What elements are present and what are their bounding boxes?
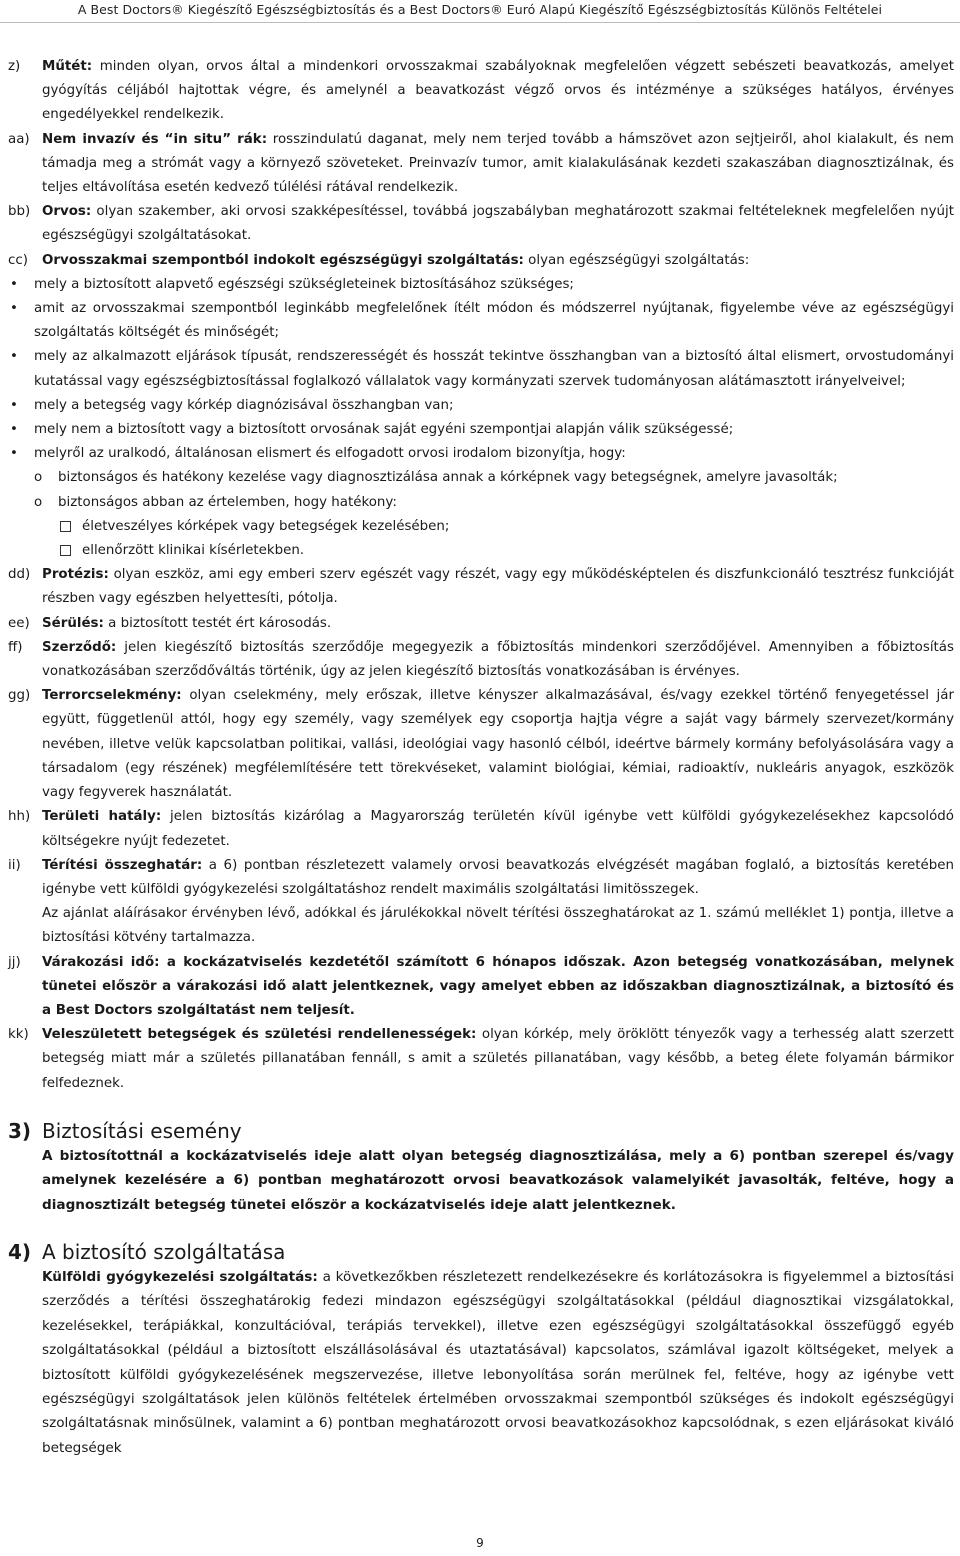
list-item-text: mely nem a biztosított vagy a biztosított orvosának saját egyéni szempontjai alapján válik szükségessé; <box>34 422 734 438</box>
bullet-icon: • <box>10 349 18 365</box>
square-bullet-icon <box>60 545 71 556</box>
definition-label: jj) <box>8 954 21 970</box>
definition-text: jelen biztosítás kizárólag a Magyarország területén kívül igénybe vett külföldi gyógykezelésekhez kapcsolódó költségekre nyújt fedezetet. <box>42 809 954 849</box>
definition-text: jelen kiegészítő biztosítás szerződője megegyezik a főbiztosítás mindenkori szerződőjével. Amennyiben a főbiztosítás vonatkozásában szerződőváltás történik, úgy az jelen kiegészítő biztosítás vonatkozásában is érvényes. <box>42 639 954 680</box>
list-item <box>8 345 954 393</box>
section-number: 4) <box>8 1239 32 1264</box>
page-header: A Best Doctors® Kiegészítő Egészségbiztosítás és a Best Doctors® Euró Alapú Kiegészítő Egészségbiztosítás Különös Feltételei <box>0 0 960 23</box>
definition-cc <box>8 249 954 273</box>
definition-text: rosszindulatú daganat, mely nem terjed tovább a hámszövet azon sejtjeiről, ahol kialakult, és nem támadja meg a strómát vagy a környező szöveteket. Preinvazív tumor, amit kialakulásának kezdeti szakaszában diagnosztizálnak, és teljes eltávolítása esetén kedvező túlélési rátával rendelkezik. <box>42 131 954 196</box>
definition-z <box>8 55 954 128</box>
section-4-term: Külföldi gyógykezelési szolgáltatás: <box>42 1268 318 1285</box>
definition-jj <box>8 951 954 1024</box>
list-item-text: ellenőrzött klinikai kísérletekben. <box>82 543 305 559</box>
definition-term: Területi hatály: <box>42 809 162 825</box>
definition-text: minden olyan, orvos által a mindenkori orvosszakmai szabályoknak megfelelően végzett sebészeti beavatkozás, amelyet gyógyítás céljából hajtottak végre, és amelynél a beavatkozást végző orvos és intézménye a szükséges hatályos, érvényes engedélyekkel rendelkezik. <box>42 59 954 123</box>
definition-ii <box>8 854 954 951</box>
list-item <box>8 539 954 563</box>
list-item <box>8 466 954 490</box>
definition-dd <box>8 563 954 611</box>
definition-term: Várakozási idő: <box>42 954 160 970</box>
list-item-text: biztonságos és hatékony kezelése vagy diagnosztizálása annak a kórképnek vagy betegségnek, amelyre javasolták; <box>58 470 838 486</box>
definition-text: olyan eszköz, ami egy emberi szerv egészét vagy részét, vagy egy működésképtelen és diszfunkcionáló tesztrész funkcióját részben vagy egészben helyettesíti, pótolja. <box>42 567 954 607</box>
document-body <box>8 55 954 1460</box>
definition-term: Protézis: <box>42 567 109 583</box>
bullet-icon: • <box>10 422 18 438</box>
definition-label: hh) <box>8 809 31 825</box>
definition-term: Veleszületett betegségek és születési rendellenességek: <box>42 1027 477 1043</box>
list-item <box>8 273 954 297</box>
list-item <box>8 418 954 442</box>
bullet-icon: • <box>10 446 18 462</box>
list-item <box>8 297 954 345</box>
section-4-text: a következőkben részletezett rendelkezésekre és korlátozásokra is figyelemmel a biztosítási szerződés a térítési összeghatárokig fedezi mindazon egészségügyi szolgáltatásokkal (például diagnosztikai vizsgálatokkal, kezelésekkel, terápiákkal, konzultációval, terápiás tervekkel), illetve ezen egészségügyi szolgáltatásokkal összefüggő egyéb szolgáltatásokkal (például a biztosított elszállásolásával és utaztatásával) kapcsolatos, számlával igazolt költségeket, melyek a biztosított külföldi gyógykezelésének megszervezése, illetve lebonyolítása során merülnek fel, feltéve, hogy az igénybe vett egészségügyi szolgáltatások jelen különös feltételek értelmében orvosszakmai szempontból szükséges és indokolt egészségügyi szolgáltatásnak minősülnek, valamint a 6) pontban meghatározott orvosi beavatkozásokhoz kapcsolódnak, s ezen eljárásokat kiváló betegségek <box>42 1268 955 1456</box>
list-item-text: amit az orvosszakmai szempontból leginkább megfelelőnek ítélt módon és módszerrel nyújtanak, figyelembe véve az egészségügyi szolgáltatás költségét és minőségét; <box>34 301 954 341</box>
list-item-text: mely az alkalmazott eljárások típusát, rendszerességét és hosszát tekintve összhangban van a biztosító által elismert, orvostudományi kutatással vagy egészségbiztosítással foglalkozó vállalatok vagy kormányzati szervek tudományosan alátámasztott irányelveivel; <box>34 349 954 389</box>
definition-kk <box>8 1023 954 1096</box>
definition-label: kk) <box>8 1027 29 1043</box>
definition-label: dd) <box>8 567 31 583</box>
definition-term: Műtét: <box>42 59 93 74</box>
definition-text: olyan cselekmény, mely erőszak, illetve kényszer alkalmazásával, és/vagy ezekkel történő fenyegetéssel jár együtt, függetlenül attól, hogy egy személy, vagy személyek egy csoportja hajtja végre a saját vagy bármely szervezet/kormány nevében, illetve velük kapcsolatban politikai, vallási, ideológiai vagy hasonló célból, ideértve bármely kormány befolyásolására vagy a társadalom (egy részének) megfélemlítésére tett törekvéseket, valamint biológiai, kémiai, radioaktív, nukleáris anyagok, eszközök vagy fegyverek használatát. <box>42 688 954 801</box>
definition-term: Terrorcselekmény: <box>42 688 182 704</box>
square-bullet-icon <box>60 521 71 532</box>
definition-bb <box>8 200 954 248</box>
definition-ff <box>8 636 954 684</box>
list-item <box>8 515 954 539</box>
definition-text: a 6) pontban részletezett valamely orvosi beavatkozás elvégzését magában foglaló, a biztosítás keretében igénybe vett külföldi gyógykezelési szolgáltatáshoz rendelt maximális szolgáltatási limitösszegek. <box>42 857 954 897</box>
definition-ee <box>8 612 954 636</box>
list-item <box>8 394 954 418</box>
definition-label: z) <box>8 59 21 74</box>
list-item-text: mely a betegség vagy kórkép diagnózisával összhangban van; <box>34 397 454 413</box>
definition-label: aa) <box>8 131 30 147</box>
circle-bullet-icon: o <box>34 494 43 510</box>
list-item <box>8 442 954 466</box>
definition-text: olyan kórkép, mely öröklött tényezők vagy a terhesség alatt szerzett betegség miatt már a születés pillanatában fennáll, s amit a születés pillanatában, vagy később, a beteg élete folyamán bármikor felfedeznek. <box>42 1027 955 1091</box>
bullet-icon: • <box>10 397 18 413</box>
page-number: 9 <box>476 1536 484 1550</box>
definition-hh <box>8 805 954 853</box>
section-4-body <box>8 1265 954 1460</box>
definition-term: Orvos: <box>42 204 92 220</box>
list-item-text: melyről az uralkodó, általánosan elismert és elfogadott orvosi irodalom bizonyítja, hogy: <box>34 446 626 462</box>
circle-bullet-icon: o <box>34 470 43 486</box>
list-item-text: mely a biztosított alapvető egészségi szükségleteinek biztosításához szükséges; <box>34 276 574 292</box>
definition-text: a biztosított testét ért károsodás. <box>103 615 332 631</box>
definition-term: Orvosszakmai szempontból indokolt egészségügyi szolgáltatás: <box>42 252 524 268</box>
definition-term: Szerződő: <box>42 639 117 655</box>
definition-cc-bullets <box>8 273 954 563</box>
section-3-body: A biztosítottnál a kockázatviselés ideje alatt olyan betegség diagnosztizálása, mely a 6) pontban szerepel és/vagy amelynek kezelésére a 6) pontban meghatározott orvosi beavatkozások valamelyikét javasolták, feltéve, hogy a diagnosztizált betegség tünetei először a kockázatviselés ideje alatt jelentkeznek. <box>42 1147 954 1213</box>
definition-label: ff) <box>8 639 23 655</box>
list-item-text: életveszélyes kórképek vagy betegségek kezelésében; <box>82 518 450 534</box>
section-3-title <box>8 1118 954 1144</box>
definition-text: olyan szakember, aki orvosi szakképesítéssel, továbbá jogszabályban meghatározott szakmai feltételeknek megfelelően nyújt egészségügyi szolgáltatásokat. <box>42 204 954 244</box>
definition-label: cc) <box>8 252 28 268</box>
definition-label: ii) <box>8 857 21 873</box>
definition-text: olyan egészségügyi szolgáltatás: <box>523 252 750 268</box>
definition-label: gg) <box>8 688 31 704</box>
definition-term: Sérülés: <box>42 615 104 631</box>
definition-gg <box>8 684 954 805</box>
section-4-title <box>8 1239 954 1265</box>
section-number: 3) <box>8 1118 32 1143</box>
definition-extra: Az ajánlat aláírásakor érvényben lévő, adókkal és járulékokkal növelt térítési összeghatárokat az 1. számú melléklet 1) pontja, illetve a biztosítási kötvény tartalmazza. <box>42 906 954 946</box>
definition-aa <box>8 128 954 201</box>
list-item <box>8 491 954 515</box>
definition-label: ee) <box>8 615 30 631</box>
list-item-text: biztonságos abban az értelemben, hogy hatékony: <box>58 494 397 510</box>
section-title-text: Biztosítási esemény <box>42 1118 242 1143</box>
section-title-text: A biztosító szolgáltatása <box>42 1239 286 1264</box>
bullet-icon: • <box>10 301 18 317</box>
definition-term: Térítési összeghatár: <box>42 857 203 873</box>
bullet-icon: • <box>10 276 18 292</box>
definition-term: Nem invazív és “in situ” rák: <box>42 131 268 147</box>
definition-text: a kockázatviselés kezdetétől számított 6 hónapos időszak. Azon betegség vonatkozásában, melynek tünetei először a várakozási idő alatt jelentkeznek, vagy amelyet ebben az időszakban diagnosztizálnak, a biztosító és a Best Doctors szolgáltatást nem teljesít. <box>42 954 954 1018</box>
definition-label: bb) <box>8 204 31 220</box>
